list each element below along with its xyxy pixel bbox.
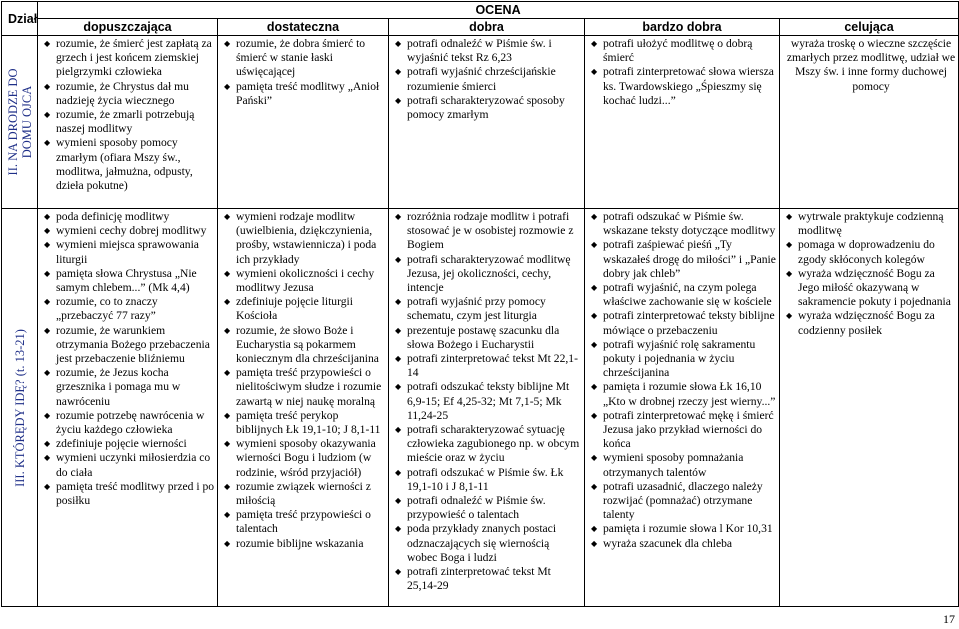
criterion-item: ◆ rozumie biblijne wskazania bbox=[236, 537, 386, 551]
criterion-item: ◆ pamięta i rozumie słowa l Kor 10,31 bbox=[603, 522, 777, 536]
criterion-item: ◆ wymieni miejsca sprawowania liturgii bbox=[56, 238, 215, 266]
criterion-item: ◆ potrafi wyjaśnić przy pomocy schematu, czym jest liturgia bbox=[407, 295, 582, 323]
section-title-line: DOMU OJCA bbox=[19, 85, 34, 159]
criterion-item: ◆ potrafi odnaleźć w Piśmie św. przypowieść o talentach bbox=[407, 494, 582, 522]
criteria-list bbox=[389, 36, 584, 122]
criterion-item: ◆ rozumie, że słowo Boże i Eucharystia są pokarmem koniecznym dla chrześcijanina bbox=[236, 324, 386, 367]
cell bbox=[780, 209, 959, 607]
grade-header-bardzo-dobra: bardzo dobra bbox=[585, 19, 780, 36]
criterion-item: ◆ potrafi wyjaśnić, na czym polega właściwe zachowanie się w kościele bbox=[603, 281, 777, 309]
criterion-item: ◆ wyraża wdzięczność Bogu za Jego miłość okazywaną w sakramencie pokuty i pojednania bbox=[798, 267, 956, 310]
criteria-list bbox=[585, 209, 779, 551]
section-row-iii bbox=[2, 209, 959, 607]
criterion-item: ◆ pamięta treść przypowieści o talentach bbox=[236, 508, 386, 536]
criterion-item: wyraża troskę o wieczne szczęście zmarłych przez modlitwę, udział we Mszy św. i inne formy duchowej pomocy bbox=[786, 37, 956, 93]
cell bbox=[585, 36, 780, 209]
criterion-item: ◆ potrafi scharakteryzować sytuację człowieka zagubionego np. w obcym mieście oraz w życiu bbox=[407, 423, 582, 466]
cell bbox=[38, 36, 218, 209]
criteria-list bbox=[38, 36, 217, 193]
criterion-item: ◆ potrafi odszukać w Piśmie św. Łk 19,1-10 i J 8,1-11 bbox=[407, 466, 582, 494]
criteria-list bbox=[218, 36, 388, 108]
criterion-item: ◆ pamięta treść przypowieści o nielitościwym słudze i rozumie zawartą w niej naukę moralną bbox=[236, 366, 386, 409]
criterion-item: ◆ rozumie, że zmarli potrzebują naszej modlitwy bbox=[56, 108, 215, 136]
criterion-item: ◆ potrafi zinterpretować słowa wiersza ks. Twardowskiego „Śpieszmy się kochać ludzi...” bbox=[603, 65, 777, 108]
criterion-item: ◆ potrafi odszukać w Piśmie św. wskazane teksty dotyczące modlitwy bbox=[603, 210, 777, 238]
criterion-item: ◆ potrafi ułożyć modlitwę o dobrą śmierć bbox=[603, 37, 777, 65]
grade-header-dopuszczajaca: dopuszczająca bbox=[38, 19, 218, 36]
criterion-item: ◆ potrafi zinterpretować tekst Mt 25,14-29 bbox=[407, 565, 582, 593]
criterion-item: ◆ wymieni sposoby pomnażania otrzymanych talentów bbox=[603, 451, 777, 479]
criterion-item: ◆ potrafi zinterpretować teksty biblijne mówiące o przebaczeniu bbox=[603, 309, 777, 337]
cell bbox=[389, 36, 585, 209]
criterion-item: ◆ rozumie, że dobra śmierć to śmierć w stanie łaski uświęcającej bbox=[236, 37, 386, 80]
criterion-item: ◆ wymieni cechy dobrej modlitwy bbox=[56, 224, 215, 238]
criterion-item: ◆ potrafi wyjaśnić rolę sakramentu pokuty i pojednania w życiu chrześcijanina bbox=[603, 338, 777, 381]
section-row-ii bbox=[2, 36, 959, 209]
cell bbox=[389, 209, 585, 607]
cell bbox=[780, 36, 959, 209]
criterion-item: ◆ pamięta treść modlitwy przed i po posiłku bbox=[56, 480, 215, 508]
cell bbox=[585, 209, 780, 607]
criterion-item: ◆ rozumie potrzebę nawrócenia w życiu każdego człowieka bbox=[56, 409, 215, 437]
criterion-item: ◆ wymieni uczynki miłosierdzia co do ciała bbox=[56, 451, 215, 479]
criterion-item: ◆ wyraża wdzięczność Bogu za codzienny posiłek bbox=[798, 309, 956, 337]
criterion-item: ◆ prezentuje postawę szacunku dla słowa Bożego i Eucharystii bbox=[407, 324, 582, 352]
criterion-item: ◆ potrafi odszukać teksty biblijne Mt 6,9-15; Ef 4,25-32; Mt 7,1-5; Mk 11,24-25 bbox=[407, 380, 582, 423]
criterion-item: ◆ potrafi uzasadnić, dlaczego należy rozwijać (pomnażać) otrzymane talenty bbox=[603, 480, 777, 523]
criterion-item: ◆ wytrwale praktykuje codzienną modlitwę bbox=[798, 210, 956, 238]
criterion-item: ◆ wymieni okoliczności i cechy modlitwy Jezusa bbox=[236, 267, 386, 295]
criterion-item: ◆ wymieni rodzaje modlitw (uwielbienia, dziękczynienia, prośby, wstawiennicza) i poda ich przykłady bbox=[236, 210, 386, 267]
section-title-ii bbox=[2, 36, 38, 209]
criterion-item: ◆ pamięta treść modlitwy „Anioł Pański” bbox=[236, 80, 386, 108]
criterion-item: ◆ potrafi scharakteryzować modlitwę Jezusa, jej okoliczności, cechy, intencje bbox=[407, 253, 582, 296]
grade-header-celujaca: celująca bbox=[780, 19, 959, 36]
criterion-item: ◆ pamięta treść perykop biblijnych Łk 19,1-10; J 8,1-11 bbox=[236, 409, 386, 437]
criterion-item: ◆ zdefiniuje pojęcie wierności bbox=[56, 437, 215, 451]
criterion-item: ◆ potrafi wyjaśnić chrześcijańskie rozumienie śmierci bbox=[407, 65, 582, 93]
section-title-iii bbox=[2, 209, 38, 607]
section-title-line: III. KTÓRĘDY IDĘ? (t. 13-21) bbox=[12, 328, 27, 487]
criterion-item: ◆ poda przykłady znanych postaci odznaczających się wiernością wobec Boga i ludzi bbox=[407, 522, 582, 565]
criterion-item: ◆ rozumie, że Jezus kocha grzesznika i pomaga mu w nawróceniu bbox=[56, 366, 215, 409]
criterion-item: ◆ wymieni sposoby pomocy zmarłym (ofiara Mszy św., modlitwa, jałmużna, odpusty, dzieła pokutne) bbox=[56, 136, 215, 193]
criterion-item: ◆ rozumie, co to znaczy „przebaczyć 77 razy” bbox=[56, 295, 215, 323]
cell bbox=[38, 209, 218, 607]
criteria-list bbox=[218, 209, 388, 551]
criteria-list bbox=[585, 36, 779, 108]
page-number: 17 bbox=[943, 612, 955, 626]
criterion-item: ◆ pamięta słowa Chrystusa „Nie samym chlebem...” (Mk 4,4) bbox=[56, 267, 215, 295]
criterion-item: ◆ poda definicję modlitwy bbox=[56, 210, 215, 224]
criterion-item: ◆ potrafi zaśpiewać pieśń „Ty wskazałeś drogę do miłości” i „Panie dobry jak chleb” bbox=[603, 238, 777, 281]
criterion-item: ◆ zdefiniuje pojęcie liturgii Kościoła bbox=[236, 295, 386, 323]
criterion-item: ◆ pomaga w doprowadzeniu do zgody skłóconych kolegów bbox=[798, 238, 956, 266]
criterion-item: ◆ wymieni sposoby okazywania wierności Bogu i ludziom (w rodzinie, wśród przyjaciół) bbox=[236, 437, 386, 480]
criterion-item: ◆ potrafi zinterpretować tekst Mt 22,1-14 bbox=[407, 352, 582, 380]
grading-criteria-table bbox=[1, 1, 959, 607]
criteria-list bbox=[38, 209, 217, 508]
criteria-list bbox=[780, 36, 958, 94]
dzial-header: Dział bbox=[2, 2, 38, 36]
criterion-item: ◆ rozumie, że Chrystus dał mu nadzieję życia wiecznego bbox=[56, 80, 215, 108]
criterion-item: ◆ rozumie, że śmierć jest zapłatą za grzech i jest końcem ziemskiej pielgrzymki człowieka bbox=[56, 37, 215, 80]
grade-header-dobra: dobra bbox=[389, 19, 585, 36]
grade-header-dostateczna: dostateczna bbox=[218, 19, 389, 36]
criterion-item: ◆ wyraża szacunek dla chleba bbox=[603, 537, 777, 551]
criterion-item: ◆ potrafi odnaleźć w Piśmie św. i wyjaśnić tekst Rz 6,23 bbox=[407, 37, 582, 65]
criterion-item: ◆ rozumie związek wierności z miłością bbox=[236, 480, 386, 508]
criteria-list bbox=[389, 209, 584, 593]
cell bbox=[218, 36, 389, 209]
criterion-item: ◆ pamięta i rozumie słowa Łk 16,10 „Kto w drobnej rzeczy jest wierny...” bbox=[603, 380, 777, 408]
criterion-item: ◆ potrafi scharakteryzować sposoby pomocy zmarłym bbox=[407, 94, 582, 122]
cell bbox=[218, 209, 389, 607]
criterion-item: ◆ potrafi zinterpretować mękę i śmierć Jezusa jako przykład wierności do końca bbox=[603, 409, 777, 452]
criterion-item: ◆ rozróżnia rodzaje modlitw i potrafi stosować je w osobistej rozmowie z Bogiem bbox=[407, 210, 582, 253]
section-title-line: II. NA DRODZE DO bbox=[5, 68, 20, 176]
criterion-item: ◆ rozumie, że warunkiem otrzymania Bożego przebaczenia jest przebaczenie bliźniemu bbox=[56, 324, 215, 367]
ocena-header: OCENA bbox=[38, 2, 959, 19]
criteria-list bbox=[780, 209, 958, 338]
